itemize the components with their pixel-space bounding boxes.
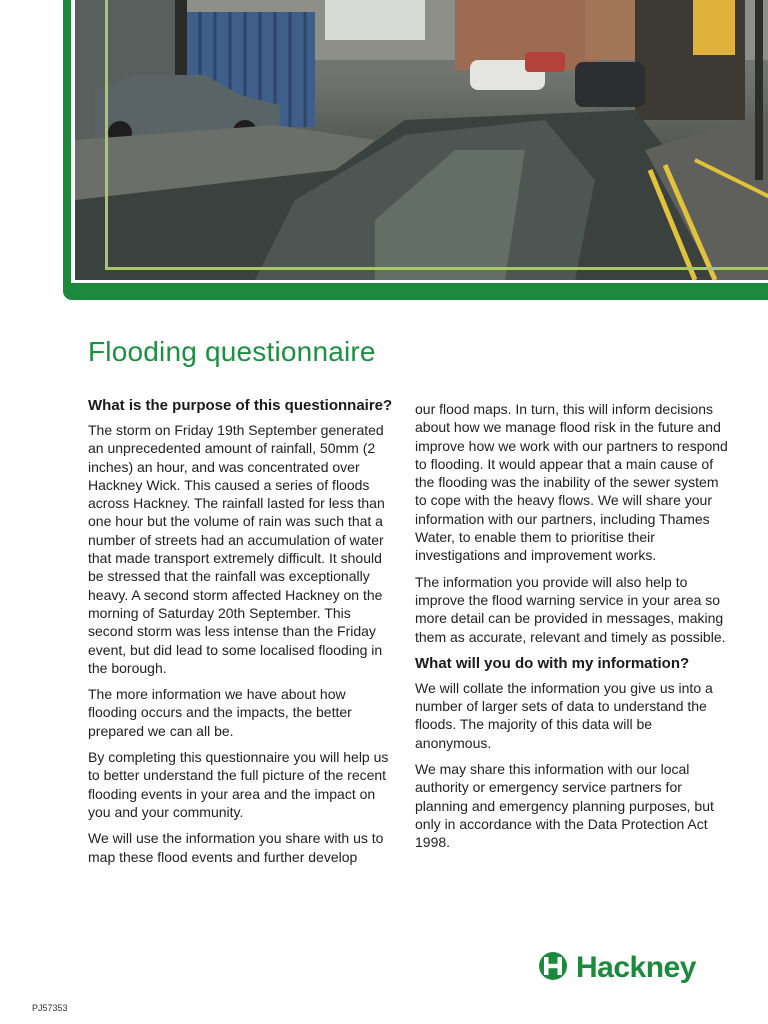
purpose-heading: What is the purpose of this questionnaire? (88, 397, 393, 414)
purpose-paragraph: By completing this questionnaire you will help us to better understand the full picture of the recent flooding events in your area and the impact on you and your community. (88, 749, 389, 820)
flooded-street-photo (75, 0, 768, 280)
information-heading: What will you do with my information? (415, 654, 690, 672)
information-paragraph: We will collate the information you give us into a number of larger sets of data to understand the floods. The majority of this data will be anonymous. (415, 679, 713, 751)
document-reference: PJ57353 (32, 1003, 68, 1013)
photo-accent-line-horizontal (105, 267, 768, 270)
photo-frame (63, 0, 768, 300)
information-paragraph: We may share this information with our local authority or emergency service partners for planning and emergency planning purposes, but only in accordance with the Data Protection Act 1998. (415, 761, 714, 851)
page-title: Flooding questionnaire (88, 336, 376, 367)
photo-accent-line-vertical (105, 0, 108, 270)
hackney-h-logo-icon (538, 951, 572, 986)
right-column (415, 400, 730, 860)
hackney-logo-text: Hackney (576, 951, 696, 984)
flood-warning-paragraph: The information you provide will also help to improve the flood warning service in your area so more detail can be provided in messages, making them as accurate, relevant and timely as possible. (415, 573, 726, 645)
purpose-paragraph: The storm on Friday 19th September generated an unprecedented amount of rainfall, 50mm (2 inches) an hour, and was concentrated over Hackney Wick. This caused a series of floods across Hackney. The rainfall lasted for less than one hour but the volume of rain was such that a number of streets had an accumulation of water that made transport extremely difficult. It should be stressed that the rainfall was exceptionally heavy. A second storm affected Hackney on the morning of Saturday 20th September. This second storm was less intense than the Friday event, but did lead to some localised flooding in the borough. (88, 422, 385, 676)
purpose-paragraph: The more information we have about how flooding occurs and the impacts, the better prepared we can all be. (88, 686, 352, 739)
hackney-logo (538, 950, 696, 986)
purpose-paragraph: We will use the information you share with us to map these flood events and further develop (88, 830, 384, 865)
left-column (88, 396, 398, 874)
purpose-paragraph-continued: our flood maps. In turn, this will inform decisions about how we manage flood risk in the future and improve how we work with our partners to respond to flooding. It would appear that a main cause of the flooding was the inability of the sewer system to cope with the heavy flows. We will share your information with our partners, including Thames Water, to enable them to prioritise their investigations and improvement works. (415, 401, 728, 564)
photo-border (71, 0, 768, 283)
